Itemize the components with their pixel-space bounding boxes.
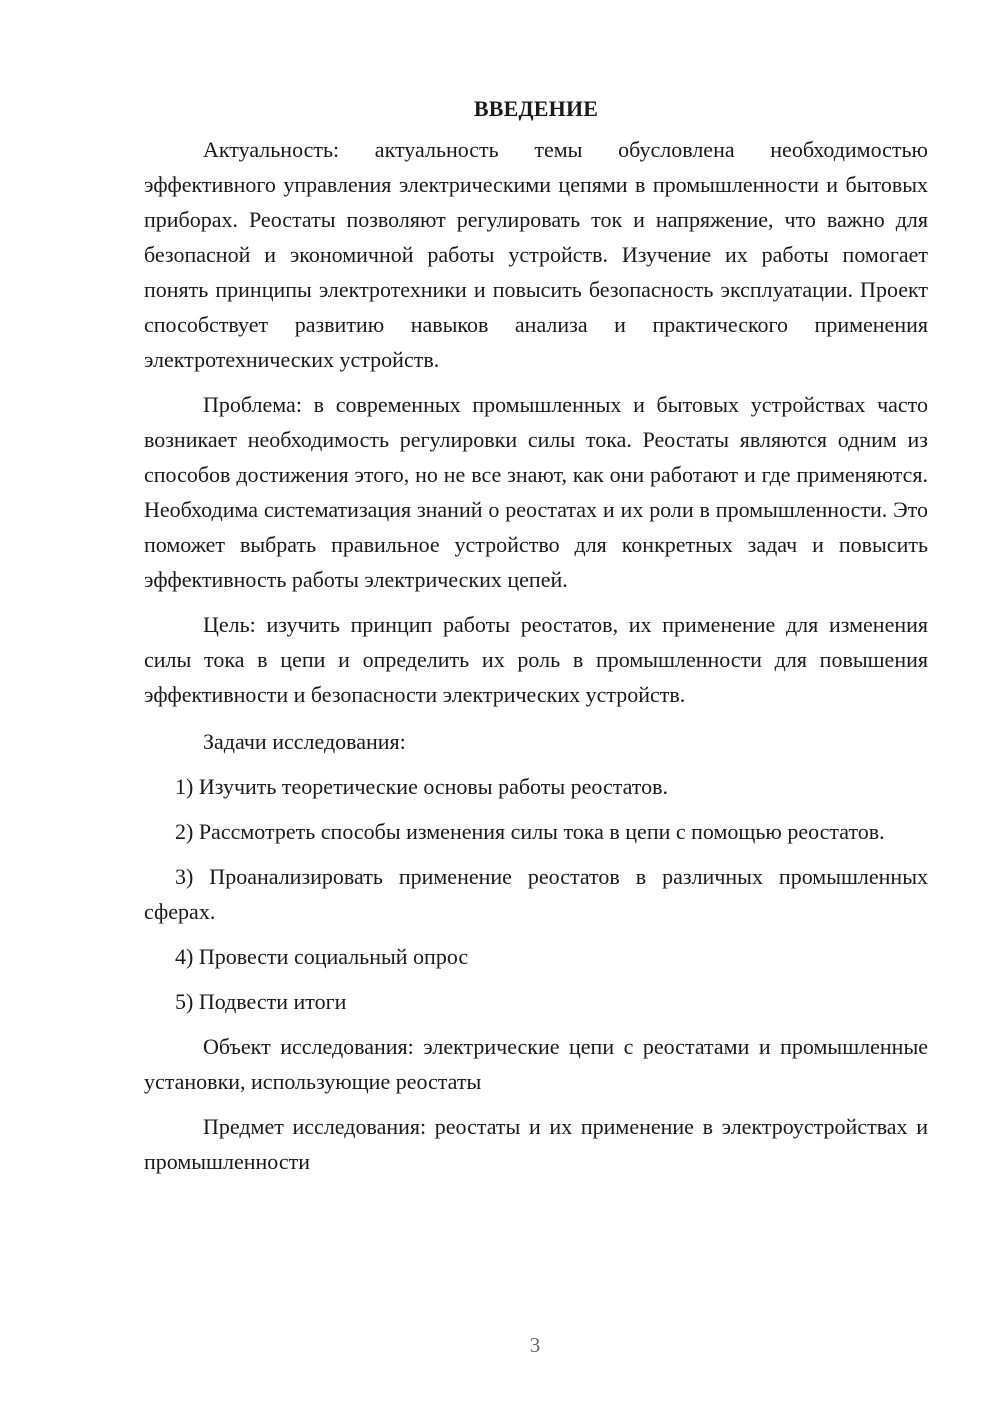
tasks-label: Задачи исследования: — [203, 729, 406, 754]
task-item: 3) Проанализировать применение реостатов в различных промышленных сферах. — [144, 864, 928, 924]
page-number: 3 — [529, 1333, 541, 1357]
problem-paragraph: Проблема: в современных промышленных и бытовых устройствах часто возникает необходимость регулировки силы тока. Реостаты являются одним из способов достижения этого, но не все знают, как они работают и где применяются. Необходима систематизация знаний о реостатах и их роли в промышленности. Это поможет выбрать правильное устройство для конкретных задач и повысить эффективность работы электрических цепей. — [144, 392, 928, 592]
document-page — [144, 92, 928, 1179]
subject-paragraph: Предмет исследования: реостаты и их применение в электроустройствах и промышленности — [144, 1114, 928, 1174]
task-item: 1) Изучить теоретические основы работы реостатов. — [175, 774, 669, 799]
page-title: ВВЕДЕНИЕ — [473, 96, 599, 121]
object-paragraph: Объект исследования: электрические цепи с реостатами и промышленные установки, использующие реостаты — [144, 1034, 928, 1094]
tasks-list — [144, 769, 928, 1019]
task-item: 4) Провести социальный опрос — [175, 944, 469, 969]
task-item: 2) Рассмотреть способы изменения силы тока в цепи с помощью реостатов. — [175, 819, 885, 844]
relevance-paragraph: Актуальность: актуальность темы обусловлена необходимостью эффективного управления электрическими цепями в промышленности и бытовых приборах. Реостаты позволяют регулировать ток и напряжение, что важно для безопасной и экономичной работы устройств. Изучение их работы помогает понять принципы электротехники и повысить безопасность эксплуатации. Проект способствует развитию навыков анализа и практического применения электротехнических устройств. — [144, 137, 928, 372]
goal-paragraph: Цель: изучить принцип работы реостатов, их применение для изменения силы тока в цепи и определить их роль в промышленности для повышения эффективности и безопасности электрических устройств. — [144, 612, 928, 707]
task-item: 5) Подвести итоги — [175, 989, 347, 1014]
